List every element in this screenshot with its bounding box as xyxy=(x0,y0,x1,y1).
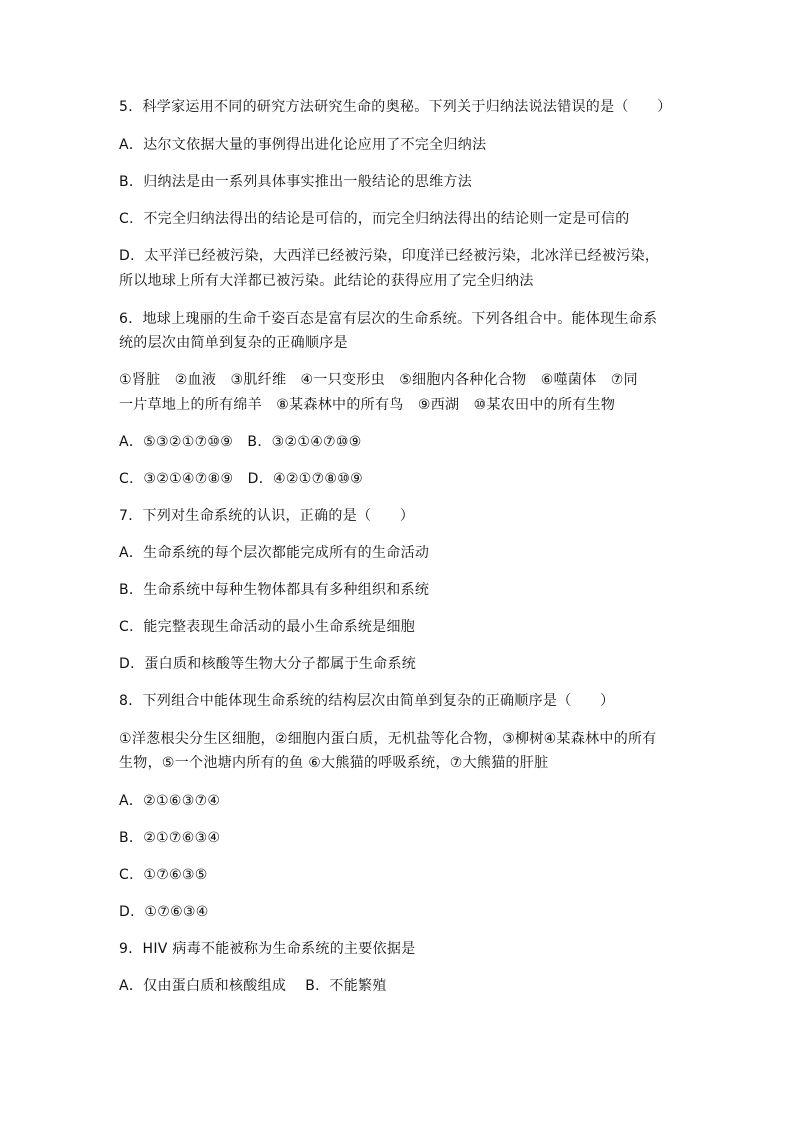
q8-stem: 8．下列组合中能体现生命系统的结构层次由简单到复杂的正确顺序是（ ） xyxy=(119,693,615,709)
q5-option-d-line1: D．太平洋已经被污染，大西洋已经被污染，印度洋已经被污染，北冰洋已经被污染， xyxy=(119,248,660,264)
q5-option-c: C．不完全归纳法得出的结论是可信的，而完全归纳法得出的结论则一定是可信的 xyxy=(119,211,630,227)
q7-option-b: B．生命系统中每种生物体都具有多种组织和系统 xyxy=(119,582,430,598)
q9-stem: 9．HIV 病毒不能被称为生命系统的主要依据是 xyxy=(119,941,416,957)
q6-items-line1: ①肾脏 ②血液 ③肌纤维 ④一只变形虫 ⑤细胞内各种化合物 ⑥噬菌体 ⑦同 xyxy=(119,372,638,388)
q7-stem: 7．下列对生命系统的认识，正确的是（ ） xyxy=(119,508,415,524)
q8-option-c: C．①⑦⑥③⑤ xyxy=(119,867,208,883)
q5-option-b: B．归纳法是由一系列具体事实推出一般结论的思维方法 xyxy=(119,174,473,190)
q6-stem-line2: 统的层次由简单到复杂的正确顺序是 xyxy=(119,335,348,351)
q7-option-c: C．能完整表现生命活动的最小生命系统是细胞 xyxy=(119,619,416,635)
q8-option-a: A．②①⑥③⑦④ xyxy=(119,793,221,809)
q8-option-d: D．①⑦⑥③④ xyxy=(119,904,209,920)
q9-options-ab: A．仅由蛋白质和核酸组成 B．不能繁殖 xyxy=(119,978,387,994)
q6-stem-line1: 6．地球上瑰丽的生命千姿百态是富有层次的生命系统。下列各组合中。能体现生命系 xyxy=(119,311,658,327)
q8-option-b: B．②①⑦⑥③④ xyxy=(119,830,221,846)
q5-option-d-line2: 所以地球上所有大洋都已被污染。此结论的获得应用了完全归纳法 xyxy=(119,273,534,289)
q7-option-d: D．蛋白质和核酸等生物大分子都属于生命系统 xyxy=(119,656,417,672)
q5-stem: 5．科学家运用不同的研究方法研究生命的奥秘。下列关于归纳法说法错误的是（ ） xyxy=(119,99,672,115)
q8-items-line1: ①洋葱根尖分生区细胞，②细胞内蛋白质，无机盐等化合物，③柳树④某森林中的所有 xyxy=(119,731,657,747)
q6-options-ab: A．⑤③②①⑦⑩⑨ B．③②①④⑦⑩⑨ xyxy=(119,434,362,450)
q6-items-line2: 一片草地上的所有绵羊 ⑧某森林中的所有鸟 ⑨西湖 ⑩某农田中的所有生物 xyxy=(119,397,616,413)
q6-options-cd: C．③②①④⑦⑧⑨ D．④②①⑦⑧⑩⑨ xyxy=(119,471,363,487)
q8-items-line2: 生物，⑤一个池塘内所有的鱼 ⑥大熊猫的呼吸系统，⑦大熊猫的肝脏 xyxy=(119,755,549,771)
q7-option-a: A．生命系统的每个层次都能完成所有的生命活动 xyxy=(119,545,430,561)
q5-option-a: A．达尔文依据大量的事例得出进化论应用了不完全归纳法 xyxy=(119,137,487,153)
